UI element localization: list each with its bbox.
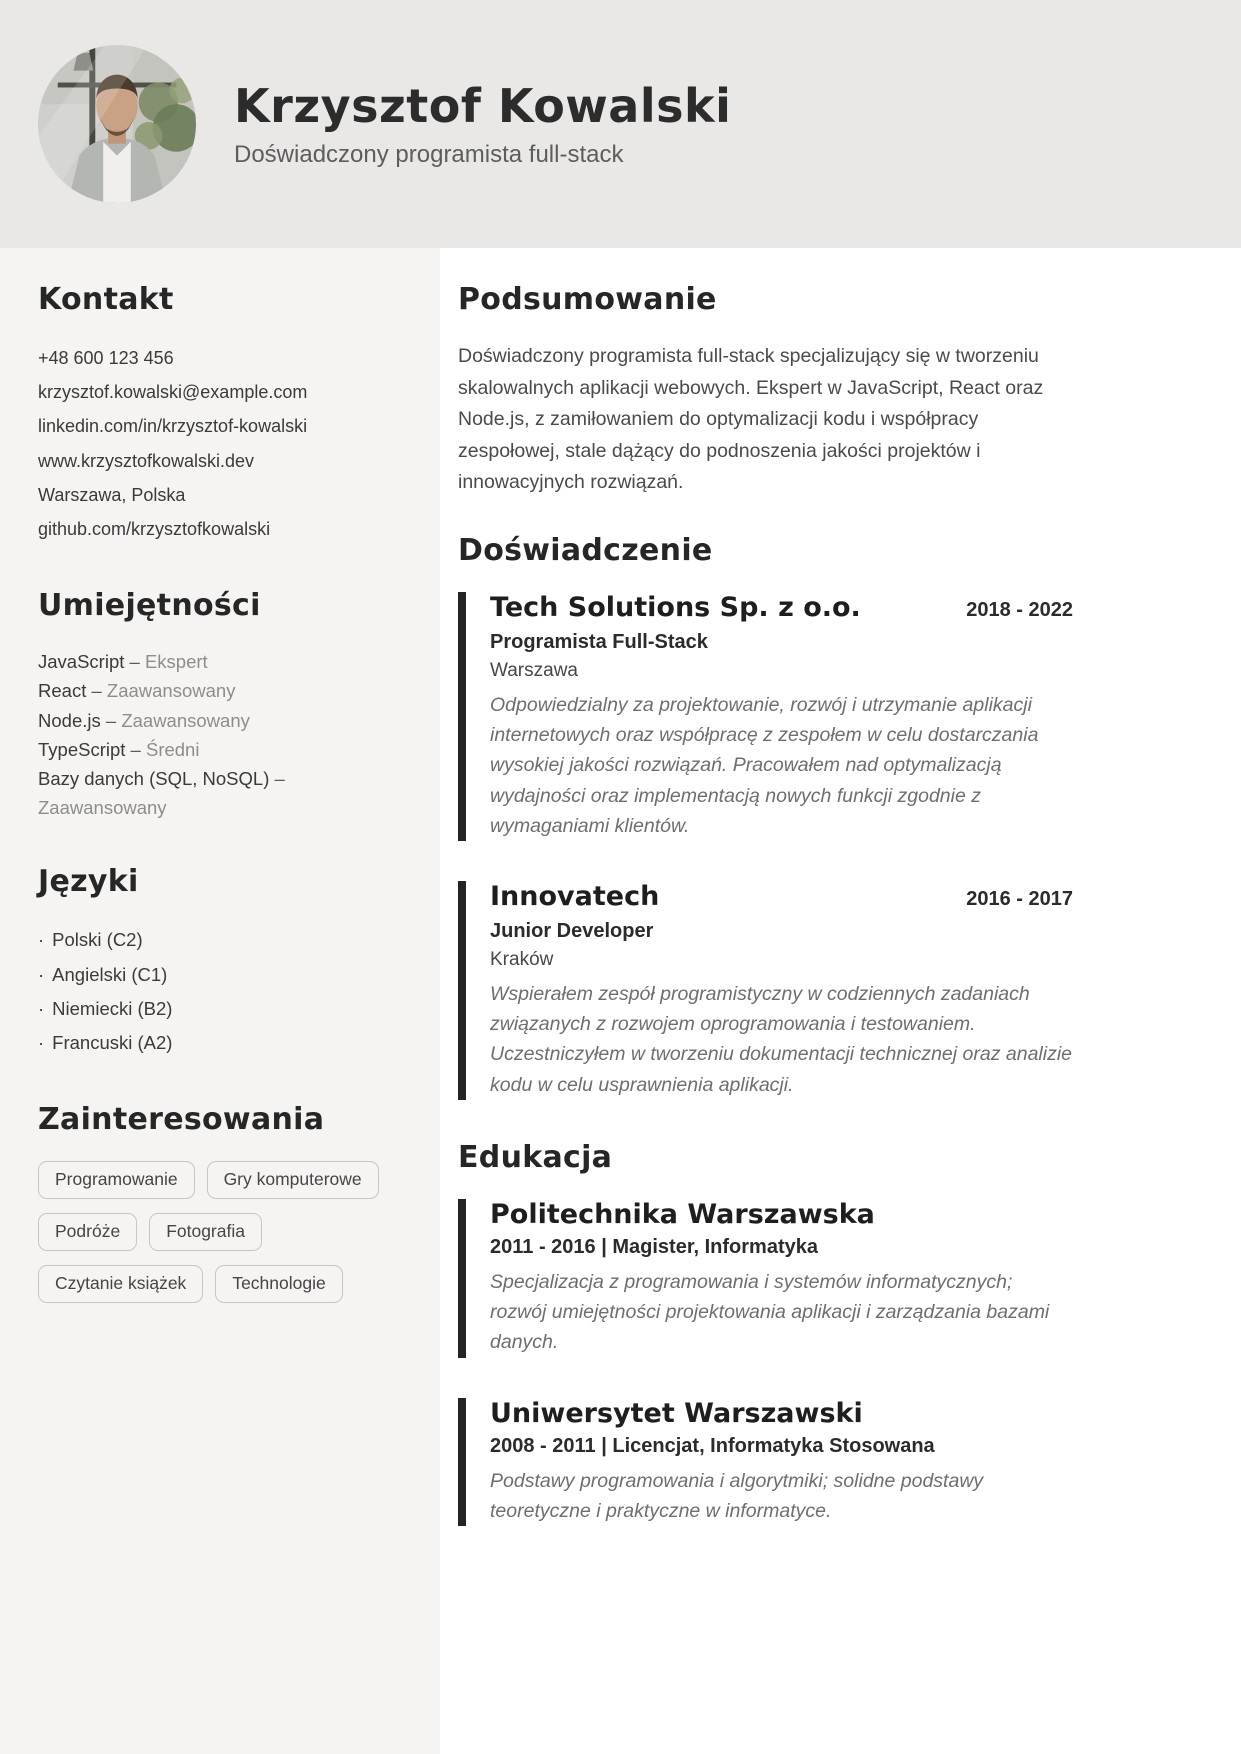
interest-tag: Czytanie książek bbox=[38, 1265, 203, 1303]
job-location: Warszawa bbox=[490, 659, 578, 681]
job-location: Kraków bbox=[490, 948, 554, 970]
school-name: Politechnika Warszawska bbox=[490, 1198, 875, 1230]
education-description: Podstawy programowania i algorytmiki; solidne podstawy teoretyczne i praktyczne w informatyce. bbox=[490, 1469, 984, 1522]
language-item bbox=[38, 992, 400, 1026]
contact-website: www.krzysztofkowalski.dev bbox=[38, 450, 255, 471]
skill-level: Zaawansowany bbox=[121, 709, 250, 731]
company-name: Tech Solutions Sp. z o.o. bbox=[490, 591, 861, 623]
summary-title: Podsumowanie bbox=[458, 282, 717, 317]
sidebar bbox=[0, 248, 440, 1754]
bullet-icon: · bbox=[38, 997, 45, 1019]
interest-tag: Fotografia bbox=[149, 1213, 262, 1251]
skill-level: Średni bbox=[145, 738, 200, 760]
date-range: 2018 - 2022 bbox=[966, 598, 1073, 621]
experience-entry-head bbox=[490, 592, 1073, 623]
skill-separator: – bbox=[274, 768, 285, 789]
interest-tag: Technologie bbox=[215, 1265, 342, 1303]
skill-name: React bbox=[38, 680, 87, 702]
skill-name: TypeScript bbox=[38, 738, 126, 760]
bullet-icon: · bbox=[38, 1032, 45, 1054]
skill-name: Node.js bbox=[38, 709, 101, 731]
job-title: Programista Full-Stack bbox=[490, 630, 708, 653]
profile-photo bbox=[38, 45, 196, 203]
skill-item bbox=[38, 706, 400, 735]
skills-title: Umiejętności bbox=[38, 588, 261, 624]
contact-email: krzysztof.kowalski@example.com bbox=[38, 382, 308, 403]
skill-name: Bazy danych (SQL, NoSQL) bbox=[38, 768, 270, 789]
skill-level: Ekspert bbox=[144, 651, 208, 673]
contact-section bbox=[38, 282, 400, 546]
interests-title: Zainteresowania bbox=[38, 1102, 325, 1138]
profile-photo-illustration bbox=[38, 45, 196, 203]
skill-separator: – bbox=[105, 709, 117, 731]
school-name: Uniwersytet Warszawski bbox=[490, 1397, 863, 1429]
interest-tags bbox=[38, 1161, 400, 1317]
interest-tag: Gry komputerowe bbox=[207, 1161, 379, 1199]
interest-tag: Programowanie bbox=[38, 1161, 195, 1199]
main-content bbox=[440, 248, 1241, 1754]
skill-level: Zaawansowany bbox=[106, 680, 236, 702]
language-label: Polski (C2) bbox=[52, 929, 143, 951]
education-section bbox=[458, 1140, 1073, 1526]
summary-section bbox=[458, 282, 1073, 499]
interest-tag: Podróże bbox=[38, 1213, 137, 1251]
languages-title: Języki bbox=[38, 864, 139, 900]
skills-section bbox=[38, 588, 400, 822]
language-label: Niemiecki (B2) bbox=[52, 997, 173, 1019]
header-text bbox=[234, 79, 731, 169]
header-subtitle: Doświadczony programista full-stack bbox=[234, 141, 624, 168]
skill-item bbox=[38, 647, 400, 676]
header bbox=[0, 0, 1241, 248]
skill-level: Zaawansowany bbox=[38, 797, 167, 819]
skill-name: JavaScript bbox=[38, 651, 125, 673]
languages-section bbox=[38, 864, 400, 1060]
skill-item bbox=[38, 735, 400, 764]
job-title: Junior Developer bbox=[490, 919, 654, 942]
interests-section bbox=[38, 1102, 400, 1317]
education-entry bbox=[458, 1398, 1073, 1526]
date-range: 2016 - 2017 bbox=[966, 887, 1073, 910]
bullet-icon: · bbox=[38, 963, 45, 985]
columns bbox=[0, 248, 1241, 1754]
language-item bbox=[38, 1026, 400, 1060]
company-name: Innovatech bbox=[490, 880, 660, 912]
skill-separator: – bbox=[130, 738, 141, 760]
experience-title: Doświadczenie bbox=[458, 532, 713, 568]
education-description: Specjalizacja z programowania i systemów informatycznych; rozwój umiejętności projektowania aplikacji i zarządzania bazami danych. bbox=[490, 1270, 1050, 1354]
language-label: Francuski (A2) bbox=[52, 1032, 173, 1054]
contact-location: Warszawa, Polska bbox=[38, 484, 186, 505]
job-description: Wspierałem zespół programistyczny w codziennych zadaniach związanych z rozwojem oprogramowania i testowaniem. Uczestniczyłem w tworzeniu dokumentacji technicznej oraz analizie kodu w celu usprawnienia aplikacji. bbox=[490, 982, 1073, 1096]
language-item bbox=[38, 923, 400, 957]
skill-separator: – bbox=[91, 680, 102, 702]
experience-entry bbox=[458, 881, 1073, 1100]
skill-item bbox=[38, 764, 400, 822]
skill-separator: – bbox=[129, 651, 140, 673]
education-entry bbox=[458, 1199, 1073, 1358]
experience-entry-head bbox=[490, 881, 1073, 912]
contact-github: github.com/krzysztofkowalski bbox=[38, 518, 271, 539]
summary-text: Doświadczony programista full-stack specjalizujący się w tworzeniu skalowalnych aplikacji webowych. Ekspert w JavaScript, React oraz Node.js, z zamiłowaniem do optymalizacji kodu i współpracy zespołowej, stale dążący do podnoszenia jakości projektów i innowacyjnych rozwiązań. bbox=[458, 345, 1044, 494]
experience-entry bbox=[458, 592, 1073, 841]
language-item bbox=[38, 958, 400, 992]
bullet-icon: · bbox=[38, 929, 45, 951]
education-details: 2008 - 2011 | Licencjat, Informatyka Stosowana bbox=[490, 1434, 935, 1457]
contact-phone: +48 600 123 456 bbox=[38, 348, 174, 368]
job-description: Odpowiedzialny za projektowanie, rozwój i utrzymanie aplikacji internetowych oraz współpracę z zespołem w celu dostarczania wysokiej jakości rozwiązań. Pracowałem nad optymalizacją wydajności oraz implementacją nowych funkcji zgodnie z wymaganiami klientów. bbox=[490, 693, 1039, 837]
page-title: Krzysztof Kowalski bbox=[234, 79, 732, 133]
experience-section bbox=[458, 533, 1073, 1100]
education-title: Edukacja bbox=[458, 1139, 613, 1175]
education-details: 2011 - 2016 | Magister, Informatyka bbox=[490, 1235, 818, 1258]
contact-title: Kontakt bbox=[38, 282, 174, 317]
skill-item bbox=[38, 676, 400, 705]
language-label: Angielski (C1) bbox=[52, 963, 168, 985]
contact-linkedin: linkedin.com/in/krzysztof-kowalski bbox=[38, 416, 308, 437]
